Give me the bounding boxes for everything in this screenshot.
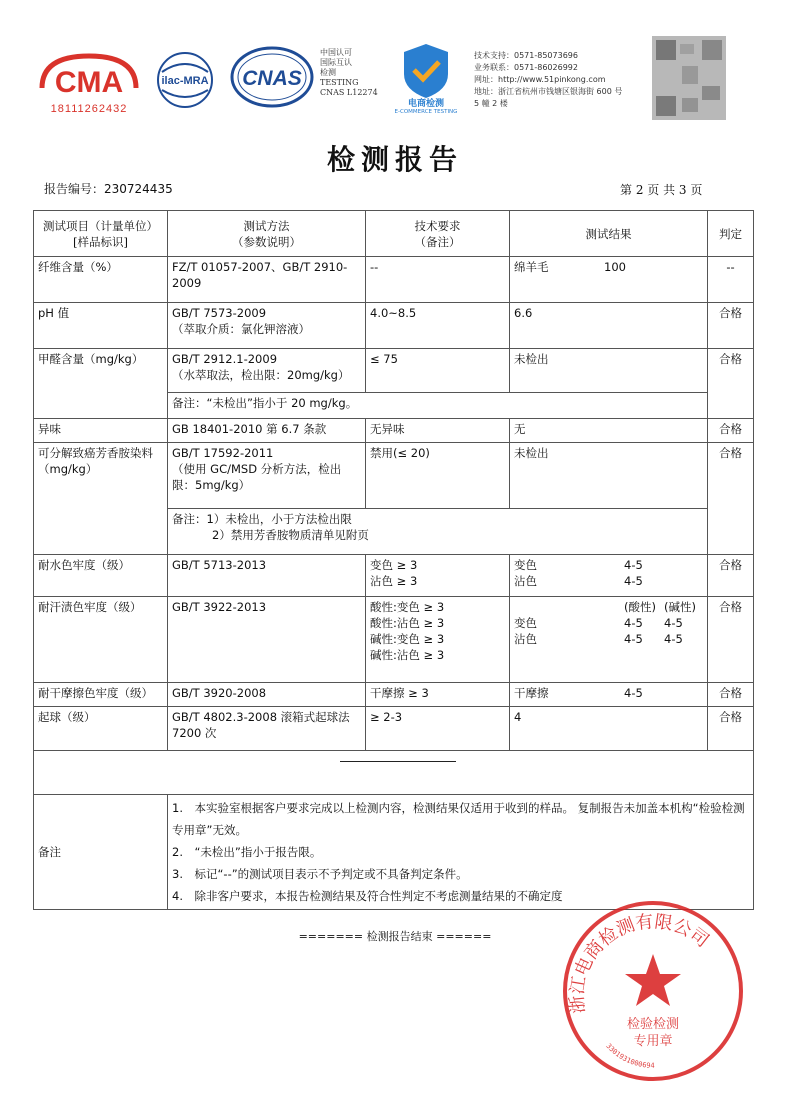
item-cell: 耐干摩擦色牢度（级） <box>34 683 168 707</box>
result-cell: 未检出 <box>510 349 708 393</box>
result-cell: (酸性) (碱性) 变色 4-5 4-5 沾色 4-5 4-5 <box>510 597 708 683</box>
cnas-accreditation-text <box>320 48 378 98</box>
judgement-cell: 合格 <box>708 707 754 751</box>
cnas-line: 国际互认 <box>320 58 352 67</box>
judgement-cell: 合格 <box>708 443 754 555</box>
separator-row <box>34 751 754 795</box>
cnas-line: 中国认可 <box>320 48 352 57</box>
requirement-cell: 变色 ≥ 3 沾色 ≥ 3 <box>366 555 510 597</box>
result-cell: 绵羊毛 100 <box>510 257 708 303</box>
judgement-cell: -- <box>708 257 754 303</box>
page-indicator: 第 2 页 共 3 页 <box>620 183 703 197</box>
table-row <box>34 257 754 303</box>
cma-number: 18111262432 <box>50 103 128 115</box>
ilac-mra-logo <box>150 50 220 110</box>
report-number: 报告编号：230724435 <box>44 182 173 196</box>
method-cell: FZ/T 01057-2007、GB/T 2910-2009 <box>168 257 366 303</box>
contact-line: 网址：http://www.51pinkong.com <box>474 75 606 84</box>
report-title: 检测报告 <box>326 143 463 176</box>
method-cell: GB/T 7573-2009 （萃取介质：氯化钾溶液） <box>168 303 366 349</box>
divider <box>340 761 456 762</box>
item-cell: 甲醛含量（mg/kg） <box>34 349 168 419</box>
table-row <box>34 555 754 597</box>
seal-code: 3301931000694 <box>604 1042 655 1070</box>
remarks-cell <box>168 795 754 910</box>
table-row <box>34 707 754 751</box>
header-item: 测试项目（计量单位） [样品标识] <box>34 211 168 257</box>
item-cell: 可分解致癌芳香胺染料（mg/kg） <box>34 443 168 555</box>
header-method: 测试方法 （参数说明） <box>168 211 366 257</box>
judgement-cell: 合格 <box>708 683 754 707</box>
result-cell: 6.6 <box>510 303 708 349</box>
item-cell: 纤维含量（%） <box>34 257 168 303</box>
cma-letters: CMA <box>54 66 124 99</box>
method-cell: GB/T 3920-2008 <box>168 683 366 707</box>
result-cell: 未检出 <box>510 443 708 509</box>
table-row <box>34 683 754 707</box>
requirement-cell: -- <box>366 257 510 303</box>
official-seal-stamp <box>560 898 746 1084</box>
header-result: 测试结果 <box>510 211 708 257</box>
remark-line: 1. 本实验室根据客户要求完成以上检测内容，检测结果仅适用于收到的样品。 复制报告未加盖本机构“检验检测专用章”无效。 <box>172 801 745 837</box>
header-requirement: 技术要求 （备注） <box>366 211 510 257</box>
table-row <box>34 419 754 443</box>
cnas-line: CNAS L12274 <box>320 88 378 97</box>
table-row <box>34 303 754 349</box>
judgement-cell: 合格 <box>708 303 754 349</box>
remark-line: 4. 除非客户要求，本报告检测结果及符合性判定不考虑测量结果的不确定度 <box>172 889 563 903</box>
qr-code-blurred <box>652 36 726 120</box>
seal-ring-text: 浙江电商检测有限公司 <box>566 911 713 1015</box>
contact-info <box>474 50 622 110</box>
remark-line: 3. 标记“--”的测试项目表示不予判定或不具备判定条件。 <box>172 867 468 881</box>
item-cell: 异味 <box>34 419 168 443</box>
remark-line: 2. “未检出”指小于报告限。 <box>172 845 322 859</box>
requirement-cell: 禁用(≤ 20) <box>366 443 510 509</box>
cnas-line: 检测 <box>320 68 336 77</box>
item-cell: 耐汗渍色牢度（级） <box>34 597 168 683</box>
note-cell: 备注：1）未检出，小于方法检出限 2）禁用芳香胺物质清单见附页 <box>168 509 708 555</box>
requirement-cell: 酸性:变色 ≥ 3 酸性:沾色 ≥ 3 碱性:变色 ≥ 3 碱性:沾色 ≥ 3 <box>366 597 510 683</box>
contact-line: 技术支持：0571-85073696 <box>474 51 578 60</box>
ecom-subtitle: E-COMMERCE TESTING <box>394 109 458 114</box>
method-cell: GB/T 4802.3-2008 滚箱式起球法 7200 次 <box>168 707 366 751</box>
requirement-cell: 4.0~8.5 <box>366 303 510 349</box>
contact-line: 5 幢 2 楼 <box>474 99 508 108</box>
table-row <box>34 349 754 393</box>
ecommerce-testing-logo <box>386 40 466 114</box>
ilac-text: ilac-MRA <box>161 75 209 87</box>
judgement-cell: 合格 <box>708 555 754 597</box>
contact-line: 业务联系：0571-86026992 <box>474 63 578 72</box>
note-cell: 备注：“未检出”指小于 20 mg/kg。 <box>168 393 708 419</box>
table-header-row <box>34 211 754 257</box>
contact-line: 地址：浙江省杭州市钱塘区银海街 600 号 <box>474 87 623 96</box>
method-cell: GB/T 2912.1-2009 （水萃取法，检出限：20mg/kg） <box>168 349 366 393</box>
requirement-cell: 干摩擦 ≥ 3 <box>366 683 510 707</box>
requirement-cell: 无异味 <box>366 419 510 443</box>
requirement-cell: ≤ 75 <box>366 349 510 393</box>
seal-line1: 检验检测 <box>626 1017 680 1032</box>
cnas-line: TESTING <box>320 78 359 87</box>
requirement-cell: ≥ 2-3 <box>366 707 510 751</box>
result-cell: 干摩擦 4-5 <box>510 683 708 707</box>
judgement-cell: 合格 <box>708 597 754 683</box>
judgement-cell: 合格 <box>708 419 754 443</box>
item-cell: 起球（级） <box>34 707 168 751</box>
method-cell: GB/T 5713-2013 <box>168 555 366 597</box>
test-results-table <box>33 210 754 910</box>
result-cell: 4 <box>510 707 708 751</box>
seal-line2: 专用章 <box>633 1034 673 1049</box>
judgement-cell: 合格 <box>708 349 754 419</box>
method-cell: GB 18401-2010 第 6.7 条款 <box>168 419 366 443</box>
method-cell: GB/T 3922-2013 <box>168 597 366 683</box>
remarks-label: 备注 <box>34 795 168 910</box>
cnas-logo-text: CNAS <box>242 67 302 90</box>
method-cell: GB/T 17592-2011 （使用 GC/MSD 分析方法，检出限：5mg/kg） <box>168 443 366 509</box>
remarks-row <box>34 795 754 910</box>
result-cell: 无 <box>510 419 708 443</box>
result-cell: 变色 4-5 沾色 4-5 <box>510 555 708 597</box>
item-cell: 耐水色牢度（级） <box>34 555 168 597</box>
ecom-title: 电商检测 <box>407 99 445 109</box>
header-judgement: 判定 <box>708 211 754 257</box>
report-end-marker: ======= 检测报告结束 ====== <box>298 930 492 943</box>
cnas-logo <box>230 46 314 108</box>
table-row <box>34 443 754 509</box>
item-cell: pH 值 <box>34 303 168 349</box>
cma-logo <box>36 48 142 118</box>
table-row <box>34 597 754 683</box>
